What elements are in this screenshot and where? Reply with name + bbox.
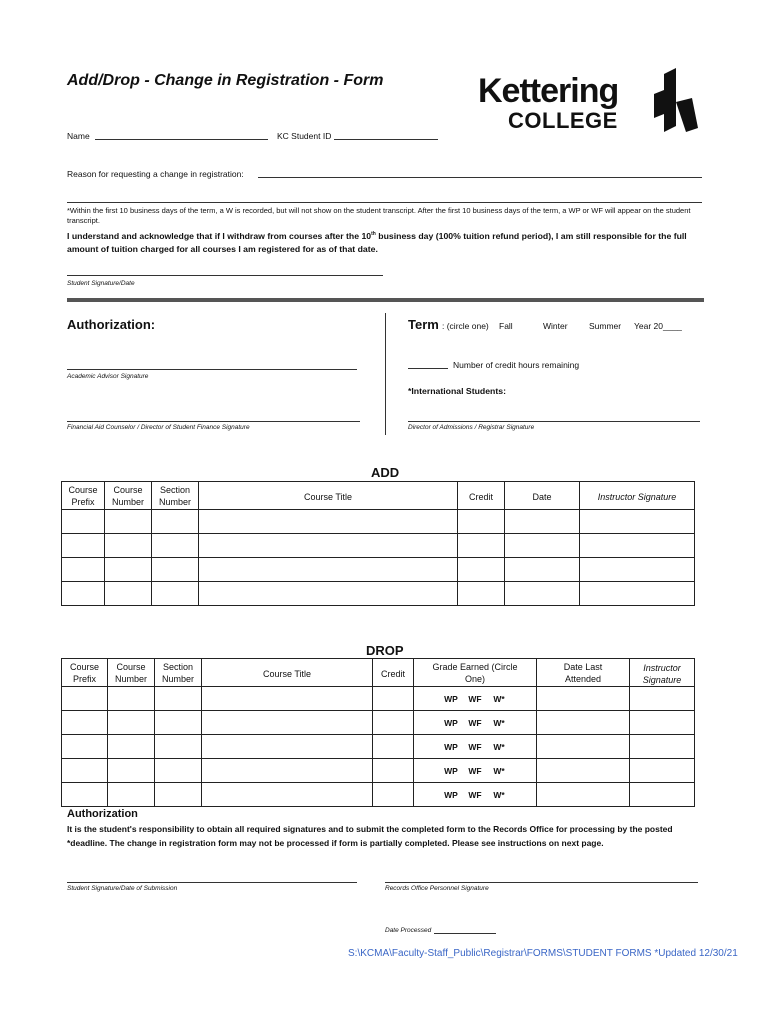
- final-authorization-heading: Authorization: [67, 808, 138, 820]
- add-col-instructor: Instructor Signature: [580, 482, 695, 510]
- student-submission-signature-field[interactable]: [67, 882, 357, 883]
- grade-wf[interactable]: WF: [468, 789, 482, 800]
- drop-col-instructor: Instructor Signature: [630, 659, 695, 687]
- form-title: Add/Drop - Change in Registration - Form: [67, 72, 384, 89]
- add-col-prefix: Course Prefix: [62, 482, 105, 510]
- admissions-signature-field[interactable]: [408, 421, 700, 422]
- date-processed-field[interactable]: [434, 933, 496, 934]
- drop-table: [61, 658, 695, 807]
- finance-signature-label: Financial Aid Counselor / Director of Student Finance Signature: [67, 424, 250, 431]
- drop-col-title: Course Title: [202, 659, 373, 687]
- table-row[interactable]: [62, 534, 695, 558]
- drop-col-last-attended: Date Last Attended: [537, 659, 630, 687]
- credit-hours-field[interactable]: [408, 368, 448, 369]
- kettering-college-logo: [478, 68, 703, 138]
- logo-mark-icon: [650, 68, 700, 132]
- kc-id-field[interactable]: [334, 139, 438, 140]
- drop-col-number: Course Number: [108, 659, 155, 687]
- grade-w[interactable]: W*: [493, 693, 505, 704]
- footer-path: S:\KCMA\Faculty-Staff_Public\Registrar\FORMS\STUDENT FORMS *Updated 12/30/21: [348, 948, 738, 959]
- drop-col-section: Section Number: [155, 659, 202, 687]
- grade-wp[interactable]: WP: [444, 693, 458, 704]
- term-fall[interactable]: Fall: [499, 321, 513, 331]
- grade-wf[interactable]: WF: [468, 741, 482, 752]
- acknowledge-part1: I understand and acknowledge that if I withdraw from courses after the 10: [67, 230, 372, 241]
- term-summer[interactable]: Summer: [589, 321, 622, 331]
- grade-choices[interactable]: [414, 783, 537, 807]
- reason-field-line2[interactable]: [67, 202, 702, 203]
- grade-w[interactable]: W*: [493, 789, 505, 800]
- acknowledge-text: [67, 228, 707, 256]
- grade-choices[interactable]: [414, 687, 537, 711]
- advisor-signature-field[interactable]: [67, 369, 357, 370]
- drop-col-prefix: Course Prefix: [62, 659, 108, 687]
- name-field[interactable]: [95, 139, 268, 140]
- add-col-credit: Credit: [458, 482, 505, 510]
- add-heading: ADD: [371, 465, 400, 480]
- credit-hours-label: Number of credit hours remaining: [453, 360, 580, 370]
- logo-word-kettering: Kettering: [478, 72, 619, 110]
- final-authorization-text: It is the student's responsibility to obtain all required signatures and to submit the completed form to the Records Office for processing by the posted *deadline. The change in registration form may not be processed if form is partially completed. Please see instructions on next page.: [67, 824, 673, 848]
- admissions-signature-label: Director of Admissions / Registrar Signature: [408, 424, 535, 431]
- add-col-date: Date: [505, 482, 580, 510]
- table-row[interactable]: [62, 735, 695, 759]
- grade-wf[interactable]: WF: [468, 765, 482, 776]
- term-year-field[interactable]: Year 20____: [634, 321, 682, 331]
- grade-wp[interactable]: WP: [444, 765, 458, 776]
- section-divider: [67, 298, 704, 302]
- student-signature-field[interactable]: [67, 275, 383, 276]
- student-submission-signature-label: Student Signature/Date of Submission: [67, 885, 178, 892]
- table-row[interactable]: [62, 582, 695, 606]
- grade-choices[interactable]: [414, 735, 537, 759]
- withdraw-note: *Within the first 10 business days of the term, a W is recorded, but will not show on the student transcript. After the first 10 business days of the term, a WP or WF will appear on the student transcript.: [67, 206, 691, 225]
- reason-label: Reason for requesting a change in registration:: [67, 169, 244, 179]
- drop-heading: DROP: [366, 643, 404, 658]
- date-processed-label: Date Processed: [385, 927, 432, 934]
- grade-wp[interactable]: WP: [444, 717, 458, 728]
- term-hint: : (circle one): [442, 321, 489, 331]
- reason-field[interactable]: [258, 177, 702, 178]
- table-row[interactable]: [62, 510, 695, 534]
- add-col-title: Course Title: [199, 482, 458, 510]
- records-signature-label: Records Office Personnel Signature: [385, 885, 489, 892]
- grade-w[interactable]: W*: [493, 717, 505, 728]
- add-table: [61, 481, 695, 606]
- term-winter[interactable]: Winter: [543, 321, 568, 331]
- finance-signature-field[interactable]: [67, 421, 360, 422]
- grade-w[interactable]: W*: [493, 765, 505, 776]
- table-row[interactable]: [62, 558, 695, 582]
- table-row[interactable]: [62, 711, 695, 735]
- add-col-number: Course Number: [105, 482, 152, 510]
- add-header-row: [62, 482, 695, 510]
- drop-col-credit: Credit: [373, 659, 414, 687]
- drop-col-grade: Grade Earned (Circle One): [414, 659, 537, 687]
- authorization-vertical-divider: [385, 313, 386, 435]
- authorization-heading: Authorization:: [67, 317, 156, 332]
- grade-w[interactable]: W*: [493, 741, 505, 752]
- records-signature-field[interactable]: [385, 882, 698, 883]
- add-col-section: Section Number: [152, 482, 199, 510]
- grade-wf[interactable]: WF: [468, 693, 482, 704]
- table-row[interactable]: [62, 783, 695, 807]
- international-students-label: *International Students:: [408, 386, 506, 396]
- advisor-signature-label: Academic Advisor Signature: [67, 373, 149, 380]
- drop-header-row: [62, 659, 695, 687]
- grade-wf[interactable]: WF: [468, 717, 482, 728]
- name-label: Name: [67, 131, 90, 141]
- grade-wp[interactable]: WP: [444, 789, 458, 800]
- kc-id-label: KC Student ID: [277, 131, 332, 141]
- grade-wp[interactable]: WP: [444, 741, 458, 752]
- acknowledge-part2: business day (100% tuition refund period), I am still responsible for the full amount of tuition charged for all courses I am registered for as of that date.: [67, 230, 687, 254]
- grade-choices[interactable]: [414, 711, 537, 735]
- acknowledge-sup: th: [371, 231, 376, 237]
- table-row[interactable]: [62, 687, 695, 711]
- term-label: Term: [408, 317, 439, 332]
- logo-word-college: COLLEGE: [508, 108, 618, 133]
- grade-choices[interactable]: [414, 759, 537, 783]
- student-signature-label: Student Signature/Date: [67, 280, 135, 287]
- table-row[interactable]: [62, 759, 695, 783]
